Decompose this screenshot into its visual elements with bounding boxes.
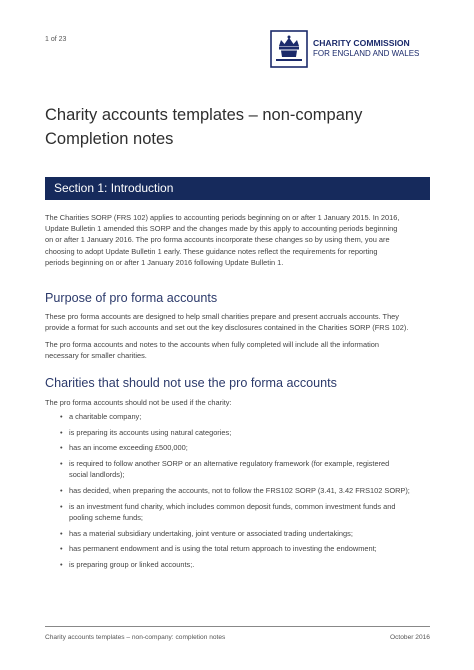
purpose-paragraph-1: [45, 311, 430, 333]
text-line: The pro forma accounts and notes to the accounts when fully completed will include all the information: [45, 340, 379, 349]
purpose-heading: Purpose of pro forma accounts: [45, 291, 218, 305]
title-line-1: Charity accounts templates – non-company: [45, 106, 363, 124]
text-line: choosing to adopt Update Bulletin 1 early. These guidance notes reflect the requirements for reporting: [45, 246, 378, 256]
text-line: These pro forma accounts are designed to help small charities prepare and present accruals accounts. They: [45, 312, 399, 321]
footer-document-name: Charity accounts templates – non-company: completion notes: [45, 634, 226, 641]
logo-subtitle: FOR ENGLAND AND WALES: [313, 48, 420, 58]
text-line: on or after 1 January 2016. The pro forma accounts incorporate these changes so by using them, you are: [45, 235, 390, 245]
not-use-intro: The pro forma accounts should not be used if the charity:: [45, 398, 232, 407]
list-item: • is required to follow another SORP or an alternative regulatory framework (for example, registered social landlords);: [60, 458, 425, 480]
section-title: Section 1: Introduction: [54, 181, 174, 195]
list-item: • has a material subsidiary undertaking, joint venture or associated trading undertakings;: [60, 528, 425, 539]
purpose-paragraph-2: [45, 339, 430, 361]
charity-commission-logo: [270, 30, 435, 68]
list-item: • is preparing group or linked accounts;.: [60, 559, 425, 570]
not-use-heading: Charities that should not use the pro forma accounts: [45, 376, 337, 390]
title-line-2: Completion notes: [45, 130, 174, 148]
page-number: 1 of 23: [45, 36, 67, 43]
footer-date: October 2016: [390, 634, 430, 641]
text-line: The Charities SORP (FRS 102) applies to accounting periods beginning on or after 1 January 2015. In 2016,: [45, 213, 400, 222]
text-line: periods beginning on or after 1 January 2016 following Update Bulletin 1.: [45, 257, 284, 267]
text-line: provide a format for such accounts and set out the key disclosures contained in the Charities SORP (FRS 102).: [45, 323, 409, 333]
list-item: • has an income exceeding £500,000;: [60, 442, 425, 453]
text-line: necessary for smaller charities.: [45, 351, 147, 361]
list-item: • has permanent endowment and is using the total return approach to investing the endowment;: [60, 543, 425, 554]
document-title: [45, 103, 362, 151]
crown-crest-icon: [270, 30, 308, 68]
intro-paragraph: [45, 212, 430, 268]
list-item: • has decided, when preparing the accounts, not to follow the FRS102 SORP (3.41, 3.42 FRS102 SORP);: [60, 485, 425, 496]
footer-divider: [45, 626, 430, 627]
exclusion-list: [60, 411, 425, 575]
list-item: • is an investment fund charity, which includes common deposit funds, common investment funds and pooling scheme funds;: [60, 501, 425, 523]
text-line: Update Bulletin 1 amended this SORP and the changes made by this apply to accounting periods beginning: [45, 224, 398, 234]
list-item: • is preparing its accounts using natural categories;: [60, 427, 425, 438]
logo-title: CHARITY COMMISSION: [313, 38, 410, 48]
section-banner: [45, 177, 430, 200]
list-item: • a charitable company;: [60, 411, 425, 422]
